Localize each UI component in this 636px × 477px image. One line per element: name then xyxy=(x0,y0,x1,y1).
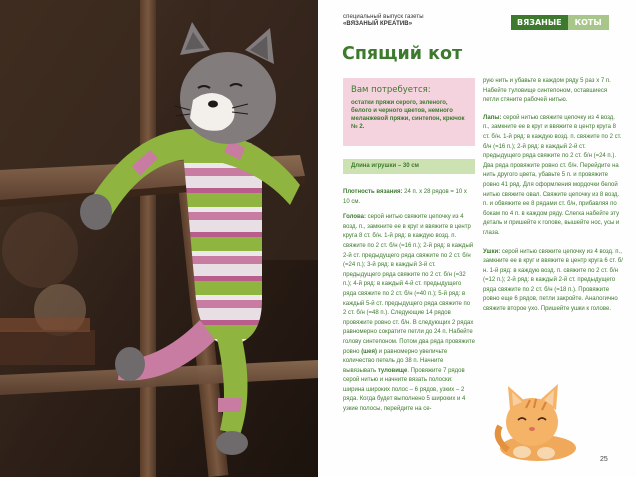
density-label: Плотность вязания: xyxy=(343,189,403,195)
cat-nose xyxy=(208,101,218,108)
head-paragraph xyxy=(343,213,475,414)
head-text: серой нитью свяжите цепочку из 4 возд. п., замкните ее в круг и ввяжите в центр круга 8 ст. б/н. 1-й ряд: в каждую возд. п. свяжите по 2 ст. б/н (=16 п.); 2-й ряд: в каждый 2-й ст. предыдущего ряда свяжите по 2 ст. б/н (=24 п.); 3-й ряд: в каждый 3-й ст. предыдущего ряда свяжите по 2 ст. б/н (=32 п.); 4-й ряд: в каждый 4-й ст. предыдущего ряда свяжите по 2 ст. б/н (=40 п.); 5-й ряд: в каждый 5-й ст. предыдущего ряда свяжите по 2 ст. б/н (=48 п.). Следующие 14 рядов провяжите ровно ст. б/н. В следующих 2 рядах равномерно сократите петли до 24 п. Набейте голову синтепоном. Потом два ряда провяжите ровно xyxy=(343,214,475,355)
page-title: Спящий кот xyxy=(342,44,463,64)
header-newspaper-name: «ВЯЗАНЫЙ КРЕАТИВ» xyxy=(343,21,413,27)
materials-heading: Вам потребуется: xyxy=(351,85,431,95)
pattern-page xyxy=(318,0,636,477)
materials-list: остатки пряжи серого, зеленого, белого и черного цветов, немного меланжевой пряжи, синтепон, крючок № 2. xyxy=(351,100,465,130)
toy-size-box: Длина игрушки – 30 см xyxy=(343,159,475,174)
head-text-3: . Провяжите 7 рядов серой нитью и начните вязать полоски: ширина широких полос – 6 рядов, узких – 2 ряда. Когда будет выполнено 5 широких и 4 узкие полосы, перейдите на се- xyxy=(343,367,466,413)
ears-paragraph xyxy=(483,248,623,315)
ears-label: Ушки: xyxy=(483,248,501,255)
legs-text: серой нитью свяжите цепочку из 4 возд. п., замкните ее в круг и ввяжите в центр круга 8 ст. б/н. 1-й ряд: в каждую возд. п. свяжите по 2 ст. б/н (=16 п.); 2-й ряд: в каждый 2-й ст. предыдущего ряда свяжите по 2 ст. б/н (=24 п.). Два ряда провяжите ровно ст. б/н. Перейдите на нить другого цвета, убавьте 5 п. и провяжите ровно 41 ряд. Для оформления мордочки белой нитью свяжите овал. Свяжите цепочку из 8 возд. п. и обвяжите ее 8 рядами ст. б/н, прибавляя по бокам по 4 п. в каждом ряду. Слегка набейте эту деталь и пришейте к голове, вышейте нос, усы и глаза. xyxy=(483,114,622,236)
density-text: 24 п. х 28 рядов = 10 х 10 см. xyxy=(343,189,467,205)
neck-word: (шея) xyxy=(361,348,378,355)
torso-word: туловище xyxy=(377,367,408,374)
density-paragraph xyxy=(343,188,475,207)
legs-paragraph xyxy=(483,114,623,239)
text-column-right xyxy=(483,77,623,315)
ears-text: серой нитью свяжите цепочку из 4 возд. п., замкните ее в круг и ввяжите в центр круга 6 ст. б/н. 1-й ряд: в каждую возд. п. свяжите по 2 ст. б/н (=12 п.); 2-й ряд: в каждый 2-й ст. предыдущего ряда свяжите по 2 ст. б/н (=18 п.). Провяжите ровно еще 6 рядов, петли закройте. Аналогично свяжите второе ухо. Пришейте ушки к голове. xyxy=(483,248,623,313)
page-number: 25 xyxy=(600,456,608,463)
text-column-left xyxy=(343,188,475,415)
section-tag-secondary: КОТЫ xyxy=(568,15,609,30)
materials-box xyxy=(343,78,475,146)
section-tag-primary: ВЯЗАНЫЕ xyxy=(511,15,568,30)
head-label: Голова: xyxy=(343,214,366,221)
head-text-2: и равномерно увеличьте количество петель до 38 п. Начните вывязывать xyxy=(343,348,448,374)
continuation-paragraph: рую нить и убавьте в каждом ряду 5 раз х 7 п. Набейте туловище синтепоном, оставшиеся петли стяните рабочей нитью. xyxy=(483,78,611,104)
kitten-illustration xyxy=(488,378,588,463)
header-newspaper-line: специальный выпуск газеты xyxy=(343,14,424,20)
legs-label: Лапы: xyxy=(483,114,502,121)
section-tag xyxy=(511,15,609,30)
